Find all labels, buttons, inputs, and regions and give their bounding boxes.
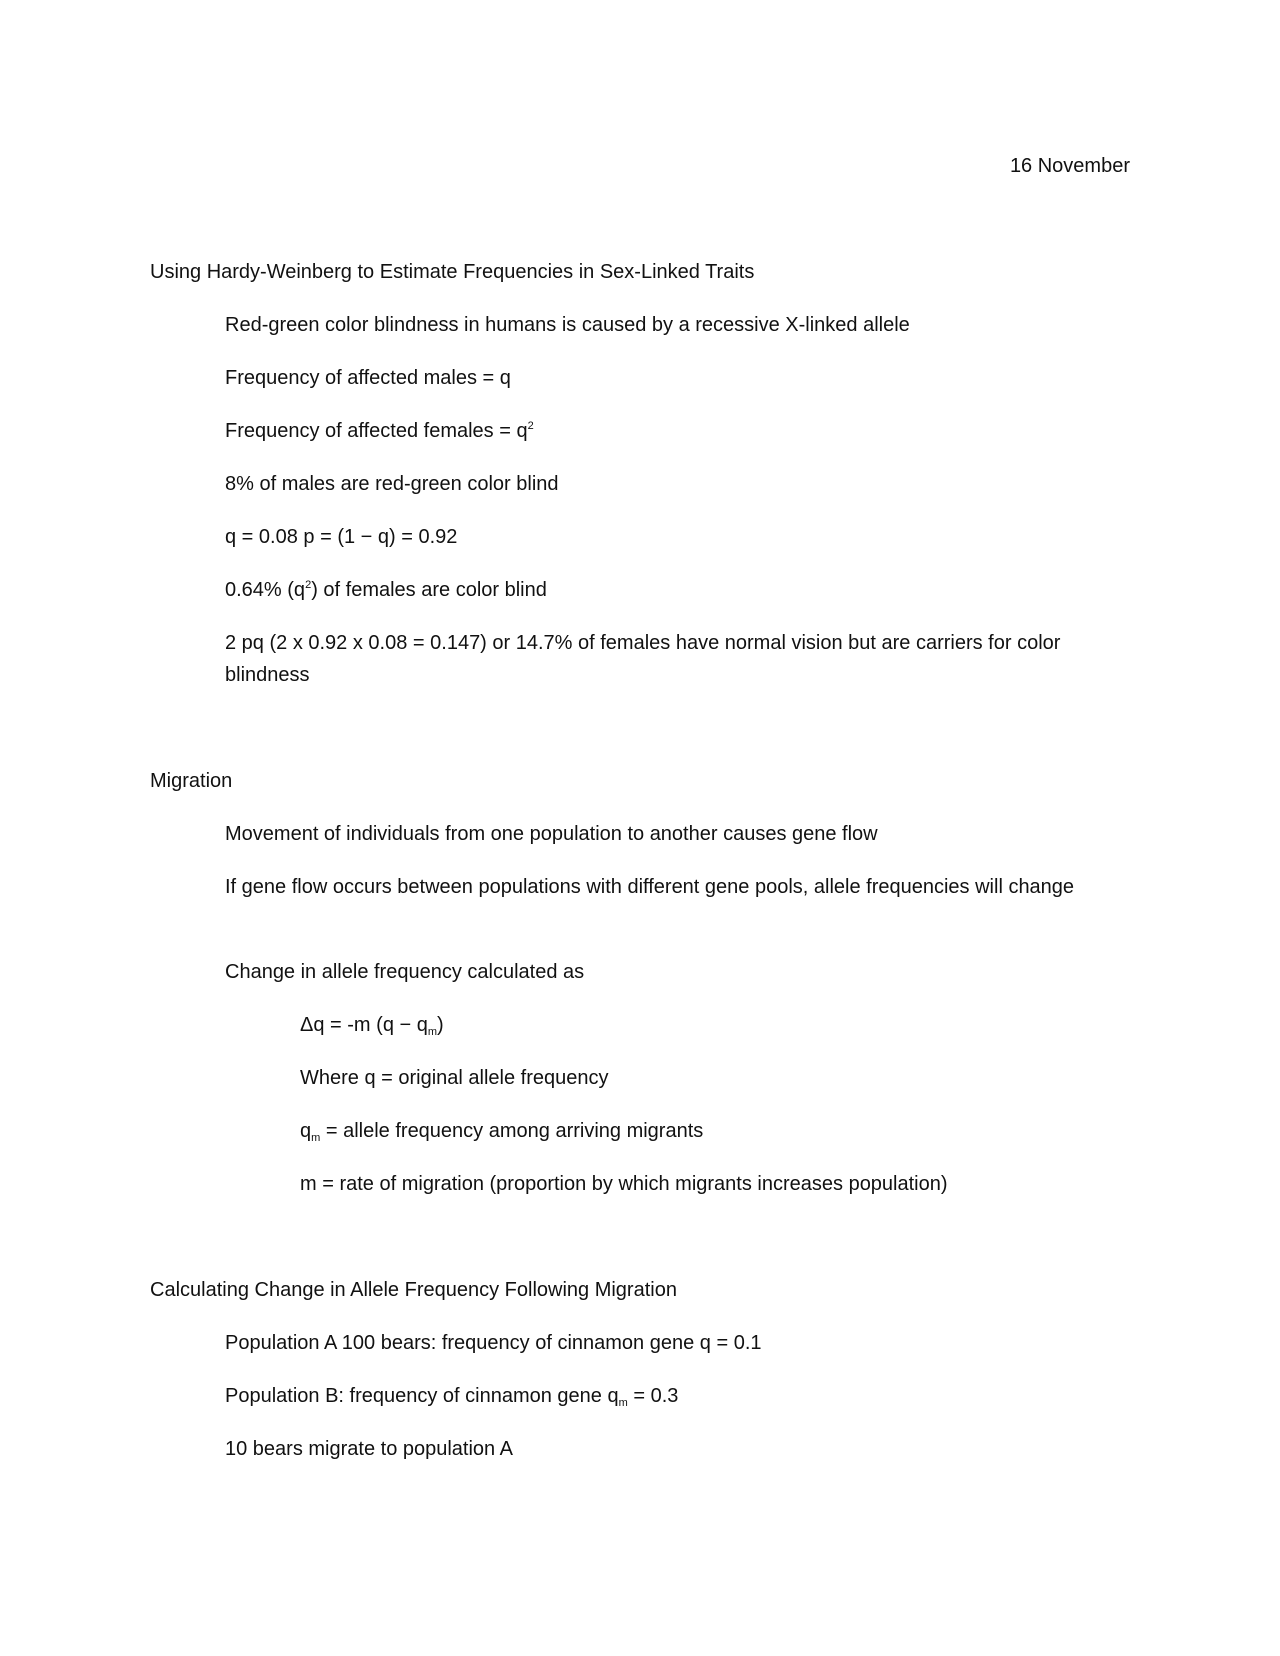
subscript: m — [427, 1026, 438, 1038]
subscript: m — [618, 1397, 628, 1409]
section-heading-calculating: Calculating Change in Allele Frequency Following Migration — [150, 1279, 677, 1301]
text-part: = 0.3 — [627, 1385, 679, 1407]
formula-part: Δq = -m (q − q — [300, 1014, 428, 1036]
text-part: q — [300, 1120, 312, 1142]
text-line-wrapped: If gene flow occurs between populations with different gene pools, allele frequencies will change — [225, 876, 1075, 898]
text-line: Red-green color blindness in humans is caused by a recessive X-linked allele — [225, 314, 910, 336]
section-heading-migration: Migration — [150, 770, 233, 792]
date-label: 16 November — [1009, 155, 1130, 177]
section-heading-sex-linked: Using Hardy-Weinberg to Estimate Frequencies in Sex-Linked Traits — [150, 261, 755, 283]
formula-line — [300, 1009, 444, 1041]
text-line: Frequency of affected males = q — [225, 367, 511, 389]
text-part: Population B: frequency of cinnamon gene q — [225, 1385, 619, 1407]
text-line-wrapped: 2 pq (2 x 0.92 x 0.08 = 0.147) or 14.7% of females have normal vision but are carriers for color blindness — [225, 632, 1061, 686]
text-part: 0.64% (q — [225, 579, 306, 601]
text-line-with-superscript — [225, 415, 534, 447]
text-line: Population A 100 bears: frequency of cinnamon gene q = 0.1 — [225, 1332, 762, 1354]
text-line: Movement of individuals from one population to another causes gene flow — [225, 823, 878, 845]
text-part: ) of females are color blind — [311, 579, 547, 601]
text-line: Where q = original allele frequency — [300, 1067, 609, 1089]
text-line-with-superscript — [225, 574, 547, 606]
text-line-with-subscript — [300, 1115, 703, 1147]
text-line-with-subscript — [225, 1380, 678, 1412]
text-line: Change in allele frequency calculated as — [225, 961, 585, 983]
text-line: q = 0.08 p = (1 − q) = 0.92 — [225, 526, 458, 548]
text-line: 8% of males are red-green color blind — [225, 473, 559, 495]
text-line: m = rate of migration (proportion by which migrants increases population) — [300, 1173, 948, 1195]
formula-part: ) — [437, 1014, 444, 1036]
text-part: Frequency of affected females = q — [225, 420, 528, 442]
superscript: 2 — [305, 579, 312, 591]
text-line: 10 bears migrate to population A — [225, 1438, 513, 1460]
subscript: m — [311, 1132, 321, 1144]
superscript: 2 — [527, 420, 534, 432]
text-part: = allele frequency among arriving migrants — [320, 1120, 704, 1142]
